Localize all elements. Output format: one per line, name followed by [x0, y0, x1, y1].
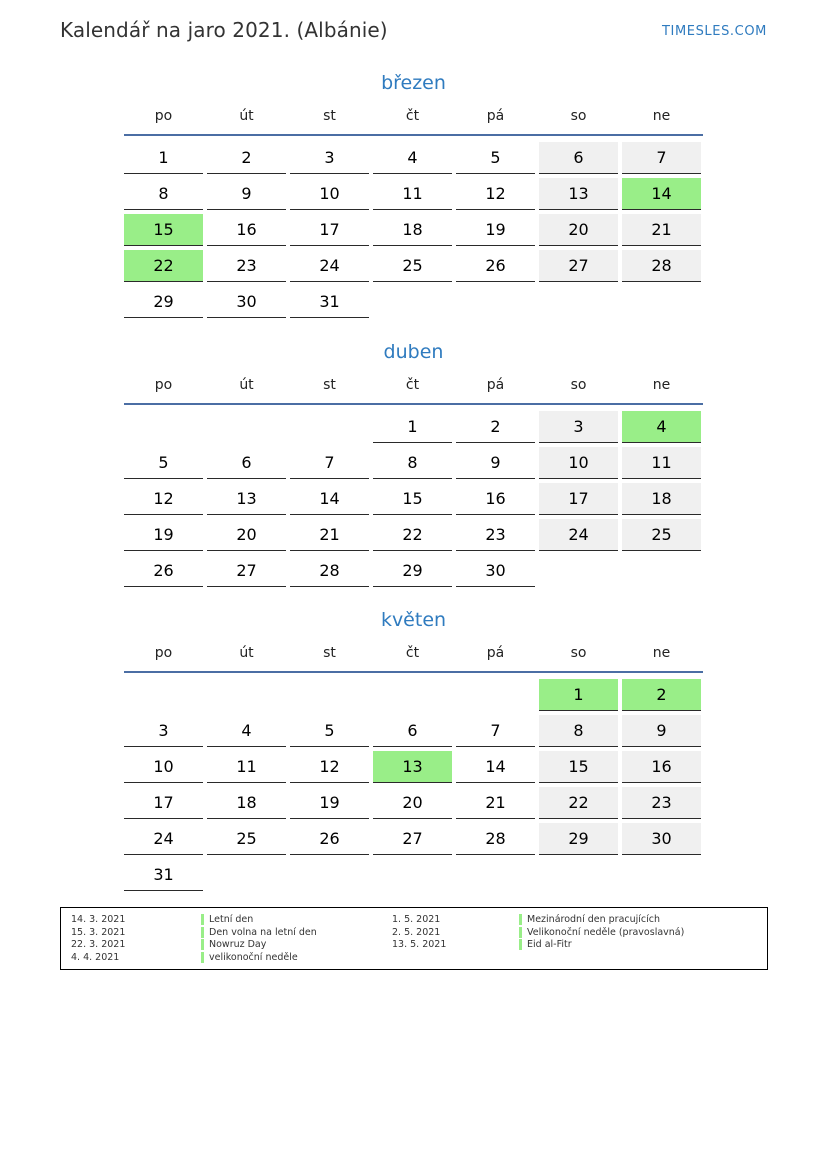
weekend-day-cell[interactable]: 20 [539, 214, 618, 246]
day-cell[interactable]: 19 [456, 214, 535, 246]
day-cell[interactable]: 29 [373, 555, 452, 587]
week-row [124, 286, 703, 318]
legend-date: 13. 5. 2021 [392, 939, 447, 951]
day-cell[interactable]: 20 [207, 519, 286, 551]
legend-holiday-name: Letní den [201, 914, 253, 925]
weekend-day-cell[interactable]: 25 [622, 519, 701, 551]
day-cell[interactable]: 13 [207, 483, 286, 515]
empty-day-cell [539, 286, 618, 317]
day-cell[interactable]: 24 [124, 823, 203, 855]
day-cell[interactable]: 29 [124, 286, 203, 318]
day-cell[interactable]: 12 [456, 178, 535, 210]
day-cell[interactable]: 4 [207, 715, 286, 747]
month-divider [124, 671, 703, 673]
weekday-label: po [154, 377, 173, 393]
day-cell[interactable]: 2 [456, 411, 535, 443]
empty-day-cell [290, 859, 369, 890]
day-cell[interactable]: 27 [207, 555, 286, 587]
legend-names-right [519, 914, 684, 952]
weekday-label: út [239, 108, 254, 124]
day-cell[interactable]: 5 [456, 142, 535, 174]
day-cell[interactable]: 30 [207, 286, 286, 318]
day-cell[interactable]: 4 [373, 142, 452, 174]
day-cell[interactable]: 23 [456, 519, 535, 551]
day-cell[interactable]: 31 [124, 859, 203, 891]
day-cell[interactable]: 8 [124, 178, 203, 210]
weekday-label: pá [486, 377, 505, 393]
weekend-day-cell[interactable]: 6 [539, 142, 618, 174]
legend-date: 22. 3. 2021 [71, 939, 126, 951]
weekday-label: st [323, 108, 336, 124]
week-row [124, 250, 703, 282]
week-row [124, 751, 703, 783]
day-cell[interactable]: 28 [290, 555, 369, 587]
day-cell[interactable]: 3 [124, 715, 203, 747]
empty-day-cell [539, 555, 618, 586]
weekend-day-cell[interactable]: 21 [622, 214, 701, 246]
day-cell[interactable]: 31 [290, 286, 369, 318]
empty-day-cell [207, 411, 286, 442]
holiday-day-cell[interactable]: 22 [124, 250, 203, 282]
holiday-day-cell[interactable]: 4 [622, 411, 701, 443]
day-cell[interactable]: 24 [290, 250, 369, 282]
legend-date: 14. 3. 2021 [71, 914, 126, 925]
empty-day-cell [539, 859, 618, 890]
day-cell[interactable]: 26 [290, 823, 369, 855]
day-cell[interactable]: 19 [124, 519, 203, 551]
day-cell[interactable]: 15 [373, 483, 452, 515]
empty-day-cell [456, 679, 535, 710]
day-cell[interactable]: 7 [456, 715, 535, 747]
weekend-day-cell[interactable]: 13 [539, 178, 618, 210]
week-row [124, 483, 703, 515]
week-row [124, 859, 703, 891]
weekday-label: po [154, 645, 173, 661]
page-title: Kalendář na jaro 2021. (Albánie) [60, 18, 388, 42]
weekday-label: čt [405, 377, 420, 393]
week-row [124, 555, 703, 587]
holiday-day-cell[interactable]: 13 [373, 751, 452, 783]
weekend-day-cell[interactable]: 23 [622, 787, 701, 819]
day-cell[interactable]: 28 [456, 823, 535, 855]
empty-day-cell [290, 411, 369, 442]
day-cell[interactable]: 11 [373, 178, 452, 210]
day-cell[interactable]: 17 [124, 787, 203, 819]
day-cell[interactable]: 19 [290, 787, 369, 819]
legend-date: 15. 3. 2021 [71, 926, 126, 938]
day-cell[interactable]: 10 [290, 178, 369, 210]
week-row [124, 214, 703, 246]
day-cell[interactable]: 6 [373, 715, 452, 747]
weekday-header [124, 98, 703, 134]
legend-date: 1. 5. 2021 [392, 914, 441, 925]
day-cell[interactable]: 16 [207, 214, 286, 246]
holiday-day-cell[interactable]: 2 [622, 679, 701, 711]
week-row [124, 787, 703, 819]
weekend-day-cell[interactable]: 29 [539, 823, 618, 855]
day-cell[interactable]: 9 [456, 447, 535, 479]
weekend-day-cell[interactable]: 27 [539, 250, 618, 282]
weekend-day-cell[interactable]: 11 [622, 447, 701, 479]
month-name: květen [380, 609, 447, 631]
empty-day-cell [124, 411, 203, 442]
day-cell[interactable]: 25 [373, 250, 452, 282]
weekend-day-cell[interactable]: 28 [622, 250, 701, 282]
weekday-label: čt [405, 108, 420, 124]
legend-holiday-name: Mezinárodní den pracujících [519, 914, 660, 925]
weekday-header [124, 367, 703, 403]
day-cell[interactable]: 17 [290, 214, 369, 246]
weekday-label: čt [405, 645, 420, 661]
week-row [124, 679, 703, 711]
month-divider [124, 403, 703, 405]
weekend-day-cell[interactable]: 17 [539, 483, 618, 515]
weekday-label: so [570, 377, 587, 393]
weekday-label: út [239, 377, 254, 393]
day-cell[interactable]: 9 [207, 178, 286, 210]
empty-day-cell [373, 286, 452, 317]
day-cell[interactable]: 22 [373, 519, 452, 551]
month-name: duben [383, 341, 444, 363]
day-cell[interactable]: 6 [207, 447, 286, 479]
weekday-label: ne [652, 108, 671, 124]
weekday-label: so [570, 108, 587, 124]
weekend-day-cell[interactable]: 16 [622, 751, 701, 783]
holiday-day-cell[interactable]: 15 [124, 214, 203, 246]
weekend-day-cell[interactable]: 18 [622, 483, 701, 515]
day-cell[interactable]: 5 [124, 447, 203, 479]
weekend-day-cell[interactable]: 8 [539, 715, 618, 747]
day-cell[interactable]: 23 [207, 250, 286, 282]
weekday-label: ne [652, 377, 671, 393]
empty-day-cell [622, 286, 701, 317]
day-cell[interactable]: 25 [207, 823, 286, 855]
weekend-day-cell[interactable]: 22 [539, 787, 618, 819]
weekday-label: st [323, 645, 336, 661]
legend-date: 2. 5. 2021 [392, 926, 441, 938]
empty-day-cell [622, 859, 701, 890]
weekend-day-cell[interactable]: 24 [539, 519, 618, 551]
weekday-label: út [239, 645, 254, 661]
empty-day-cell [373, 859, 452, 890]
weekday-label: pá [486, 108, 505, 124]
empty-day-cell [456, 286, 535, 317]
legend-names-left [201, 914, 317, 965]
day-cell[interactable]: 26 [456, 250, 535, 282]
weekday-label: po [154, 108, 173, 124]
weekend-day-cell[interactable]: 30 [622, 823, 701, 855]
day-cell[interactable]: 11 [207, 751, 286, 783]
week-row [124, 411, 703, 443]
weekday-label: pá [486, 645, 505, 661]
weekend-day-cell[interactable]: 15 [539, 751, 618, 783]
weekday-label: st [323, 377, 336, 393]
day-cell[interactable]: 10 [124, 751, 203, 783]
day-cell[interactable]: 12 [124, 483, 203, 515]
week-row [124, 823, 703, 855]
day-cell[interactable]: 7 [290, 447, 369, 479]
day-cell[interactable]: 18 [373, 214, 452, 246]
holiday-day-cell[interactable]: 1 [539, 679, 618, 711]
day-cell[interactable]: 18 [207, 787, 286, 819]
legend-date: 4. 4. 2021 [71, 952, 120, 964]
day-cell[interactable]: 2 [207, 142, 286, 174]
legend-holiday-name: Nowruz Day [201, 939, 266, 950]
weekend-day-cell[interactable]: 7 [622, 142, 701, 174]
month-name: březen [381, 72, 446, 94]
day-cell[interactable]: 27 [373, 823, 452, 855]
holiday-legend [60, 907, 768, 970]
holiday-day-cell[interactable]: 14 [622, 178, 701, 210]
empty-day-cell [622, 555, 701, 586]
weekday-header [124, 635, 703, 671]
week-row [124, 519, 703, 551]
week-row [124, 447, 703, 479]
empty-day-cell [207, 679, 286, 710]
day-cell[interactable]: 21 [456, 787, 535, 819]
legend-holiday-name: Velikonoční neděle (pravoslavná) [519, 927, 684, 938]
day-cell[interactable]: 26 [124, 555, 203, 587]
week-row [124, 142, 703, 174]
legend-holiday-name: Den volna na letní den [201, 927, 317, 938]
empty-day-cell [456, 859, 535, 890]
day-cell[interactable]: 5 [290, 715, 369, 747]
week-row [124, 178, 703, 210]
day-cell[interactable]: 1 [124, 142, 203, 174]
day-cell[interactable]: 14 [456, 751, 535, 783]
month-block [124, 605, 703, 895]
legend-dates-left [71, 914, 125, 965]
empty-day-cell [124, 679, 203, 710]
weekday-label: ne [652, 645, 671, 661]
day-cell[interactable]: 21 [290, 519, 369, 551]
day-cell[interactable]: 3 [290, 142, 369, 174]
empty-day-cell [290, 679, 369, 710]
empty-day-cell [207, 859, 286, 890]
day-cell[interactable]: 20 [373, 787, 452, 819]
legend-holiday-name: velikonoční neděle [201, 952, 298, 963]
day-cell[interactable]: 14 [290, 483, 369, 515]
brand-logo[interactable]: TIMESLES.COM [661, 24, 767, 39]
month-block [124, 337, 703, 591]
month-divider [124, 134, 703, 136]
legend-dates-right [392, 914, 446, 952]
week-row [124, 715, 703, 747]
weekend-day-cell[interactable]: 9 [622, 715, 701, 747]
day-cell[interactable]: 16 [456, 483, 535, 515]
legend-holiday-name: Eid al-Fitr [519, 939, 572, 950]
month-block [124, 68, 703, 322]
day-cell[interactable]: 1 [373, 411, 452, 443]
weekday-label: so [570, 645, 587, 661]
day-cell[interactable]: 30 [456, 555, 535, 587]
weekend-day-cell[interactable]: 3 [539, 411, 618, 443]
weekend-day-cell[interactable]: 10 [539, 447, 618, 479]
day-cell[interactable]: 8 [373, 447, 452, 479]
empty-day-cell [373, 679, 452, 710]
day-cell[interactable]: 12 [290, 751, 369, 783]
